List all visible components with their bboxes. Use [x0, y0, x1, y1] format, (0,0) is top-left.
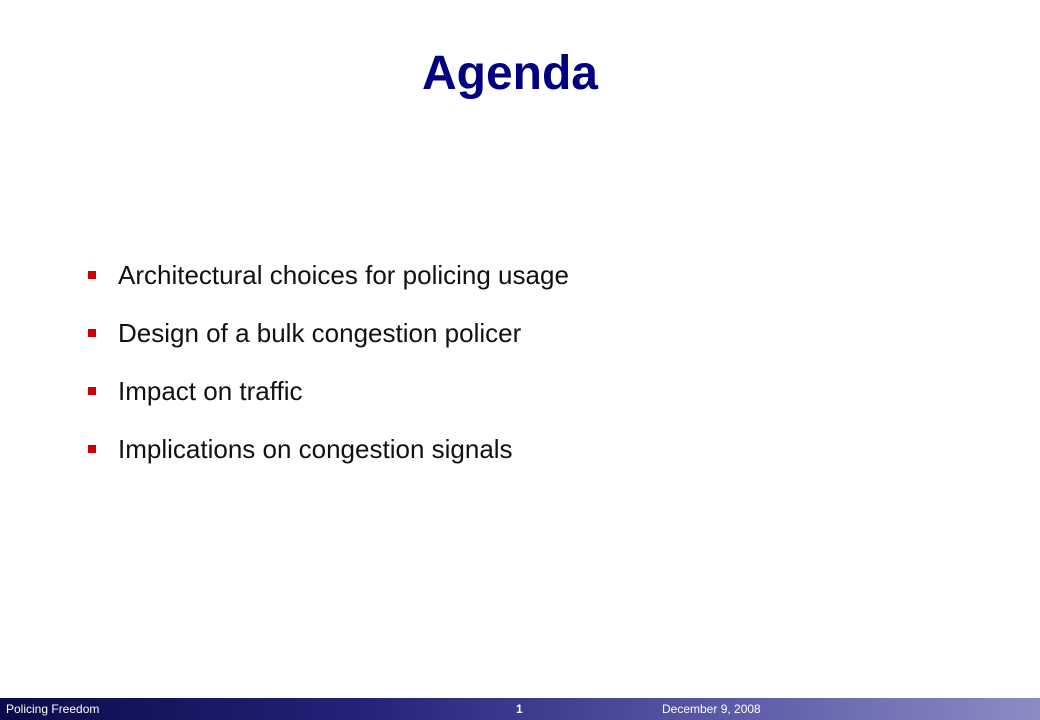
- list-item-text: Impact on traffic: [118, 376, 303, 406]
- slide-title: Agenda: [421, 47, 598, 100]
- square-bullet-icon: [88, 387, 96, 395]
- footer-page-number: 1: [516, 702, 523, 716]
- footer-date: December 9, 2008: [662, 702, 761, 716]
- footer-presentation-title: Policing Freedom: [6, 702, 100, 716]
- agenda-list: [88, 246, 569, 478]
- list-item-text: Design of a bulk congestion policer: [118, 318, 522, 348]
- footer-bar: [0, 698, 1040, 720]
- list-item: [88, 420, 569, 478]
- list-item-text: Implications on congestion signals: [118, 434, 513, 464]
- list-item: [88, 304, 569, 362]
- square-bullet-icon: [88, 329, 96, 337]
- list-item-text: Architectural choices for policing usage: [118, 260, 569, 290]
- list-item: [88, 362, 569, 420]
- square-bullet-icon: [88, 271, 96, 279]
- square-bullet-icon: [88, 445, 96, 453]
- list-item: [88, 246, 569, 304]
